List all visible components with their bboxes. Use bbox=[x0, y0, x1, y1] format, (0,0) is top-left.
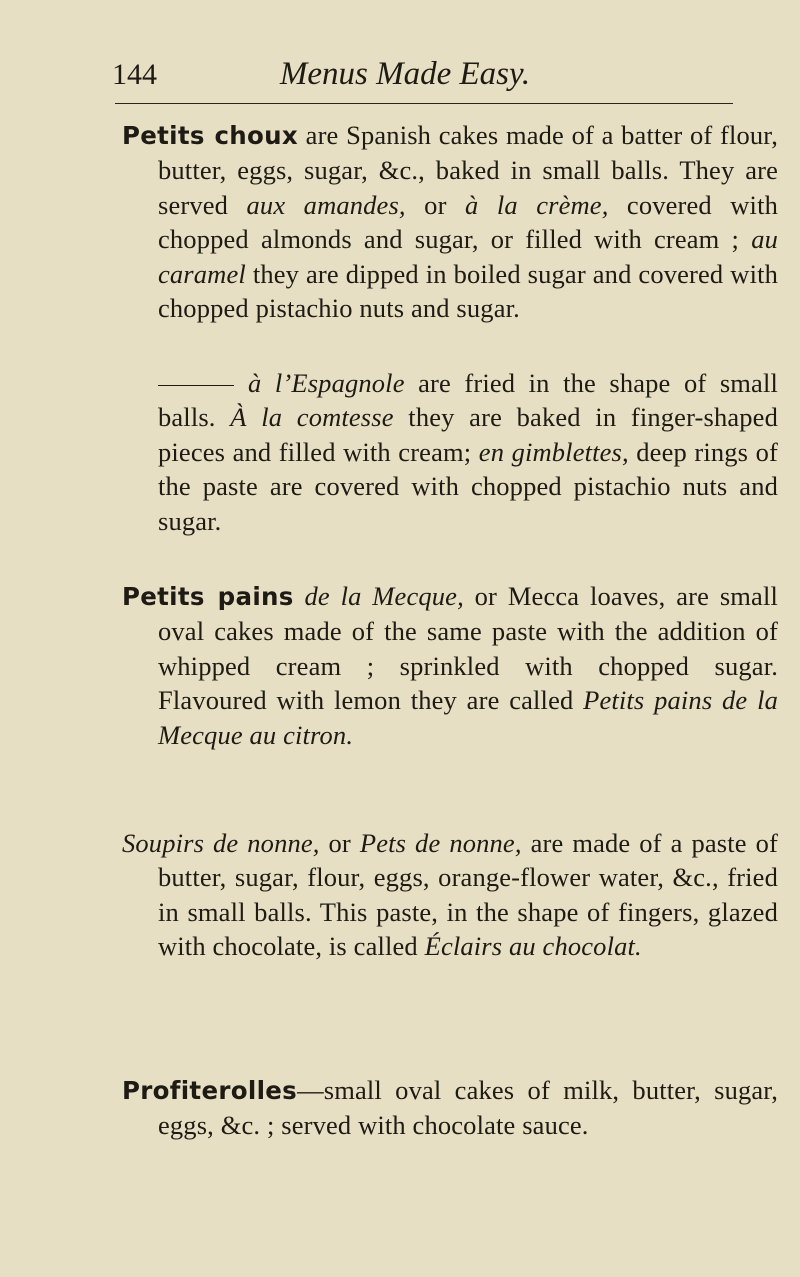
entry-text: or Mecca loaves, are small oval cakes made of the same paste with the addition of whipped cream ; sprinkled with chopped sugar. Flavoured with lemon they are called bbox=[158, 580, 778, 715]
ditto-dash bbox=[158, 385, 234, 386]
entry-petits-choux-variants bbox=[122, 366, 778, 539]
running-title: Menus Made Easy. bbox=[279, 56, 531, 92]
entry-text: are made of a paste of butter, sugar, flour, eggs, orange-flower water, &c., fried in small balls. This paste, in the shape of fingers, glazed with chocolate, is called bbox=[158, 827, 779, 961]
entry-petits-choux bbox=[122, 118, 778, 326]
entry-text: deep rings of the paste are covered with chopped pistachio nuts and sugar. bbox=[158, 436, 778, 536]
entry-text: or bbox=[405, 189, 465, 220]
headword: Petits choux bbox=[122, 120, 299, 150]
header-rule bbox=[115, 103, 733, 104]
entry-text: covered with chopped almonds and sugar, or filled with cream ; bbox=[158, 189, 778, 254]
headword: Petits pains bbox=[122, 581, 294, 611]
page-number: 144 bbox=[112, 58, 157, 91]
entry-profiterolles bbox=[122, 1073, 778, 1143]
entry-text: are Spanish cakes made of a batter of flour, butter, eggs, sugar, &c., baked in small balls. They are served bbox=[158, 119, 778, 220]
italic-term: Pets de nonne, bbox=[359, 827, 522, 858]
entry-text: they are baked in finger-shaped pieces and filled with cream; bbox=[158, 402, 778, 467]
entry-text: they are dipped in boiled sugar and covered with chopped pistachio nuts and sugar. bbox=[158, 258, 778, 323]
italic-term: en gimblettes, bbox=[478, 436, 629, 467]
entry-text: —small oval cakes of milk, butter, sugar, eggs, &c. ; served with chocolate sauce. bbox=[158, 1074, 778, 1140]
italic-term: à l’Espagnole bbox=[248, 367, 405, 398]
entry-text: are fried in the shape of small balls. bbox=[158, 367, 778, 432]
italic-term: Soupirs de nonne, bbox=[122, 827, 320, 858]
italic-term: au caramel bbox=[158, 224, 778, 289]
headword: Profiterolles bbox=[122, 1075, 298, 1105]
italic-term: à la crème, bbox=[465, 189, 609, 220]
entry-soupirs-de-nonne bbox=[122, 826, 778, 964]
italic-term: de la Mecque, bbox=[293, 580, 464, 611]
entry-petits-pains bbox=[122, 579, 778, 753]
italic-term: aux amandes, bbox=[246, 189, 406, 220]
italic-term: Petits pains de la Mecque au citron. bbox=[158, 685, 778, 750]
italic-term: À la comtesse bbox=[230, 402, 394, 432]
entry-text: or bbox=[319, 827, 360, 858]
italic-term: Éclairs au chocolat. bbox=[424, 931, 642, 961]
